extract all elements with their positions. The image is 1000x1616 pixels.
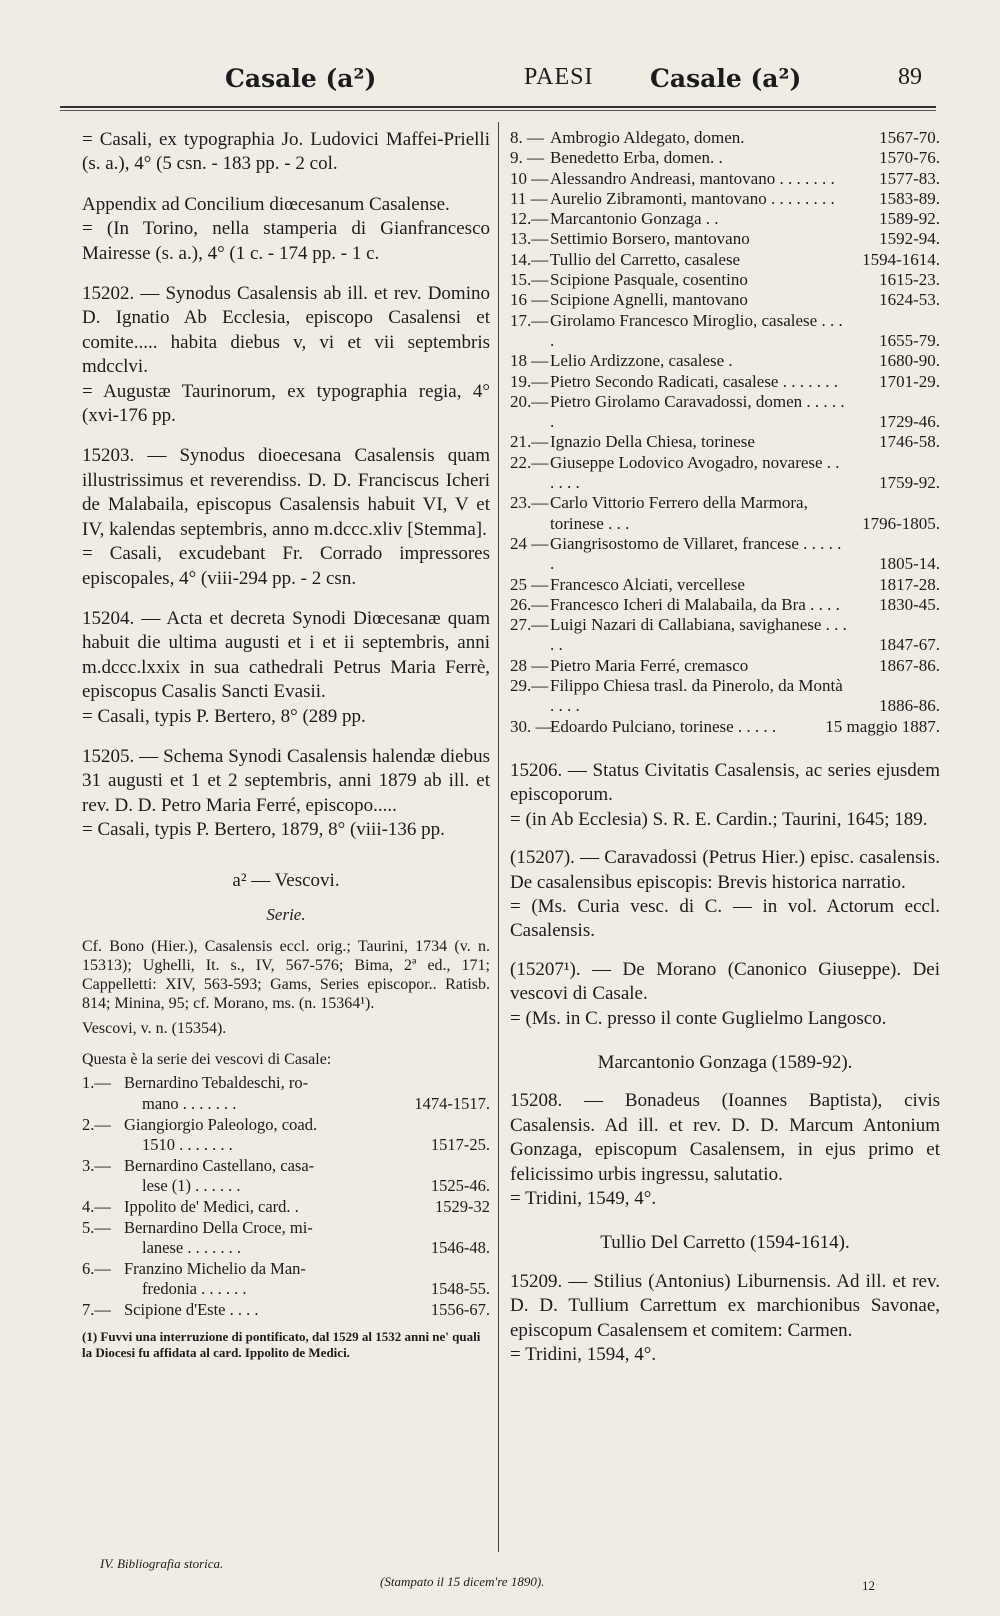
item-dates: 1796-1805. bbox=[862, 513, 940, 533]
item-number: 12.— bbox=[510, 209, 549, 229]
list-item bbox=[510, 270, 940, 290]
bishops-list-left bbox=[82, 1073, 490, 1320]
entry-15209-publication: = Tridini, 1594, 4°. bbox=[510, 1344, 657, 1366]
list-item bbox=[510, 169, 940, 189]
list-item bbox=[510, 128, 940, 148]
item-dates: 1867-86. bbox=[879, 655, 940, 675]
list-item bbox=[510, 290, 940, 310]
item-number: 16 — bbox=[510, 290, 549, 310]
item-dates: 1830-45. bbox=[879, 594, 940, 614]
item-name: Carlo Vittorio Ferrero della Marmora, torinese . . . bbox=[550, 493, 808, 533]
item-name: Giuseppe Lodovico Avogadro, novarese . . . . . . bbox=[550, 452, 840, 493]
entry-15209: 15209. — Stilius (Antonius) Liburnensis. Ad ill. et rev. D. D. Tullium Carrettum ex marchionibus Savonae, episcopum Casalensem et comitem: Carmen. bbox=[510, 1270, 940, 1341]
item-dates: 1847-67. bbox=[879, 635, 940, 655]
entry-15202-publication: = Augustæ Taurinorum, ex typographia regia, 4° (xvi-176 pp. bbox=[82, 380, 490, 427]
item-dates: 1546-48. bbox=[430, 1238, 490, 1258]
item-number: 17.— bbox=[510, 310, 549, 330]
item-name: Bernardino Della Croce, mi- bbox=[124, 1217, 313, 1237]
item-name: Giangrisostomo de Villaret, francese . . . . . . bbox=[550, 533, 842, 574]
list-item bbox=[82, 1259, 490, 1280]
item-number: 13.— bbox=[510, 229, 549, 249]
entry-15204: 15204. — Acta et decreta Synodi Diœcesanæ quam habuit die ultima augusti et i et ii septembris, anni m.dccc.lxxix in sua cathedrali Petrus Maria Ferrè, episcopus Casalis Sancti Evasii. bbox=[82, 607, 490, 703]
item-dates: 1567-70. bbox=[879, 128, 940, 147]
item-name: Girolamo Francesco Miroglio, casalese . . . . bbox=[550, 310, 843, 350]
item-name: Francesco Icheri di Malabaila, da Bra . . . . bbox=[550, 594, 840, 614]
list-item bbox=[82, 1176, 490, 1197]
entry-publication: = Casali, ex typographia Jo. Ludovici Maffei-Prielli (s. a.), 4° (5 csn. - 183 pp. - 2 col. bbox=[82, 129, 490, 175]
bishops-list-right bbox=[510, 128, 940, 737]
section-heading: a² — Vescovi. bbox=[232, 869, 340, 891]
list-item bbox=[82, 1197, 490, 1218]
item-number: 3.— bbox=[82, 1155, 111, 1175]
left-column bbox=[82, 128, 490, 1361]
list-item bbox=[510, 656, 940, 676]
item-dates: 1746-58. bbox=[879, 432, 940, 452]
item-name: Giangiorgio Paleologo, coad. bbox=[124, 1114, 318, 1134]
entry-15207-1: (15207¹). — De Morano (Canonico Giuseppe). Dei vescovi di Casale. bbox=[510, 958, 940, 1005]
list-item bbox=[510, 534, 940, 575]
list-item bbox=[510, 615, 940, 656]
item-dates: 1615-23. bbox=[879, 270, 940, 290]
list-item bbox=[510, 189, 940, 209]
item-number: 10 — bbox=[510, 168, 549, 188]
list-item bbox=[510, 148, 940, 168]
footer-section: IV. Bibliografia storica. bbox=[100, 1556, 224, 1571]
list-item bbox=[510, 453, 940, 494]
item-number: 7.— bbox=[82, 1299, 111, 1319]
list-item bbox=[82, 1115, 490, 1136]
item-dates: 15 maggio 1887. bbox=[825, 716, 940, 736]
cf-references: Cf. Bono (Hier.), Casalensis eccl. orig.; Taurini, 1734 (v. n. 15313); Ughelli, It. s., IV, 567-576; Bima, 2ª ed., 171; Cappelletti: XIV, 563-593; Gams, Series episcopor.. Ratisb. 814; Minina, 95; cf. Morano, ms. (n. 15364¹). bbox=[82, 938, 490, 1013]
item-dates: 1624-53. bbox=[879, 290, 940, 310]
list-item bbox=[510, 676, 940, 717]
heading-gonzaga: Marcantonio Gonzaga (1589-92). bbox=[597, 1051, 853, 1073]
item-name: Ignazio Della Chiesa, torinese bbox=[550, 432, 755, 452]
entry-15203-publication: = Casali, excudebant Fr. Corrado impressores episcopales, 4° (viii-294 pp. - 2 csn. bbox=[82, 543, 490, 589]
entry-appendix: Appendix ad Concilium diœcesanum Casalense. bbox=[82, 193, 450, 215]
item-origin: mano . . . . . . . bbox=[142, 1093, 237, 1113]
item-dates: 1655-79. bbox=[879, 330, 940, 350]
list-item bbox=[82, 1094, 490, 1115]
item-origin: lanese . . . . . . . bbox=[142, 1238, 241, 1258]
item-dates: 1805-14. bbox=[879, 554, 940, 574]
item-number: 28 — bbox=[510, 655, 549, 675]
item-number: 14.— bbox=[510, 249, 549, 269]
entry-15206: 15206. — Status Civitatis Casalensis, ac series ejusdem episcoporum. bbox=[510, 759, 940, 806]
item-name: Filippo Chiesa trasl. da Pinerolo, da Montà . . . . bbox=[550, 676, 843, 716]
header-left-title: Casale (a²) bbox=[225, 64, 377, 93]
item-name: Tullio del Carretto, casalese bbox=[550, 249, 741, 269]
item-dates: 1594-1614. bbox=[862, 249, 940, 269]
item-number: 5.— bbox=[82, 1217, 111, 1237]
item-number: 26.— bbox=[510, 594, 549, 614]
item-number: 20.— bbox=[510, 391, 549, 411]
item-dates: 1729-46. bbox=[879, 412, 940, 432]
list-item bbox=[510, 229, 940, 249]
item-name: Pietro Girolamo Caravadossi, domen . . . . . . bbox=[550, 391, 845, 432]
list-item bbox=[510, 351, 940, 371]
item-dates: 1583-89. bbox=[879, 188, 940, 208]
item-number: 4.— bbox=[82, 1196, 111, 1216]
item-dates: 1886-86. bbox=[879, 696, 940, 716]
item-number: 30. — bbox=[510, 716, 553, 736]
entry-15205: 15205. — Schema Synodi Casalensis halendæ diebus 31 augusti et 1 et 2 septembris, anni 1879 ab ill. et rev. D. D. Petro Maria Ferré, episcopo..... bbox=[82, 745, 490, 816]
header-center-title: PAESI bbox=[524, 64, 594, 90]
item-number: 9. — bbox=[510, 148, 544, 168]
list-item bbox=[510, 575, 940, 595]
item-dates: 1474-1517. bbox=[414, 1093, 490, 1113]
item-name: Franzino Michelio da Man- bbox=[124, 1258, 306, 1278]
list-item bbox=[82, 1135, 490, 1156]
bishops-intro: Questa è la serie dei vescovi di Casale: bbox=[82, 1051, 332, 1069]
item-name: Alessandro Andreasi, mantovano . . . . . . . bbox=[550, 168, 835, 188]
item-dates: 1556-67. bbox=[430, 1299, 490, 1319]
item-name: Bernardino Castellano, casa- bbox=[124, 1155, 315, 1175]
item-name: Marcantonio Gonzaga . . bbox=[550, 209, 719, 229]
item-origin: 1510 . . . . . . . bbox=[142, 1135, 233, 1155]
item-origin: fredonia . . . . . . bbox=[142, 1279, 247, 1299]
entry-15206-publication: = (in Ab Ecclesia) S. R. E. Cardin.; Taurini, 1645; 189. bbox=[510, 808, 928, 830]
entry-15207-publication: = (Ms. Curia vesc. di C. — in vol. Actorum eccl. Casalensis. bbox=[510, 895, 940, 942]
item-dates: 1680-90. bbox=[879, 351, 940, 371]
item-name: Pietro Maria Ferré, cremasco bbox=[550, 655, 749, 675]
item-number: 11 — bbox=[510, 188, 548, 208]
item-number: 23.— bbox=[510, 493, 549, 513]
item-dates: 1570-76. bbox=[879, 148, 940, 168]
right-column bbox=[510, 128, 940, 1367]
item-name: Bernardino Tebaldeschi, ro- bbox=[124, 1073, 309, 1093]
item-dates: 1517-25. bbox=[430, 1135, 490, 1155]
item-number: 8. — bbox=[510, 128, 544, 147]
page-number: 89 bbox=[898, 64, 922, 90]
page-header bbox=[60, 64, 942, 104]
item-name: Aurelio Zibramonti, mantovano . . . . . . . . bbox=[550, 188, 835, 208]
item-name: Lelio Ardizzone, casalese . bbox=[550, 351, 733, 371]
item-number: 21.— bbox=[510, 432, 549, 452]
item-number: 22.— bbox=[510, 452, 549, 472]
item-number: 25 — bbox=[510, 574, 549, 594]
item-number: 6.— bbox=[82, 1258, 111, 1278]
item-number: 24 — bbox=[510, 533, 549, 553]
item-number: 1.— bbox=[82, 1073, 111, 1093]
vescovi-reference: Vescovi, v. n. (15354). bbox=[82, 1020, 227, 1038]
item-dates: 1548-55. bbox=[430, 1279, 490, 1299]
list-item bbox=[82, 1218, 490, 1239]
item-name: Scipione Pasquale, cosentino bbox=[550, 270, 748, 290]
item-name: Settimio Borsero, mantovano bbox=[550, 229, 750, 249]
list-item bbox=[510, 432, 940, 452]
list-item bbox=[82, 1156, 490, 1177]
item-name: Edoardo Pulciano, torinese . . . . . bbox=[550, 716, 777, 736]
list-item bbox=[510, 250, 940, 270]
item-name: Ambrogio Aldegato, domen. bbox=[550, 128, 745, 147]
entry-15207: (15207). — Caravadossi (Petrus Hier.) episc. casalensis. De casalensibus episcopis: Brevis historica narratio. bbox=[510, 847, 940, 893]
item-name: Benedetto Erba, domen. . bbox=[550, 148, 723, 168]
item-number: 15.— bbox=[510, 270, 549, 290]
item-number: 29.— bbox=[510, 676, 549, 696]
column-divider bbox=[498, 122, 499, 1552]
entry-appendix-publication: = (In Torino, nella stamperia di Gianfrancesco Mairesse (s. a.), 4° (1 c. - 174 pp. - 1 c. bbox=[82, 218, 490, 264]
item-dates: 1759-92. bbox=[879, 473, 940, 493]
entry-15208-publication: = Tridini, 1549, 4°. bbox=[510, 1188, 657, 1209]
footer-signature: 12 bbox=[862, 1578, 875, 1593]
list-item bbox=[510, 493, 940, 534]
entry-15208: 15208. — Bonadeus (Ioannes Baptista), civis Casalensis. Ad ill. et rev. D. D. Marcum Antonium Gonzaga, episcopum Casalensem, in ejus primo et felicissimo urbis ingressu, salutatio. bbox=[510, 1090, 940, 1185]
item-number: 27.— bbox=[510, 615, 549, 635]
list-item bbox=[82, 1300, 490, 1321]
serie-label: Serie. bbox=[266, 904, 306, 924]
item-number: 18 — bbox=[510, 351, 549, 371]
item-name: Luigi Nazari di Callabiana, savighanese . . . . . bbox=[550, 615, 847, 655]
heading-del-carretto: Tullio Del Carretto (1594-1614). bbox=[600, 1232, 850, 1254]
header-right-title: Casale (a²) bbox=[650, 64, 802, 93]
list-item bbox=[510, 372, 940, 392]
entry-15205-publication: = Casali, typis P. Bertero, 1879, 8° (viii-136 pp. bbox=[82, 819, 445, 841]
item-number: 19.— bbox=[510, 371, 549, 391]
item-dates: 1577-83. bbox=[879, 168, 940, 188]
item-dates: 1817-28. bbox=[879, 574, 940, 594]
item-dates: 1529-32 bbox=[435, 1196, 490, 1216]
list-item bbox=[82, 1073, 490, 1094]
footer-print-date: (Stampato il 15 dicem're 1890). bbox=[380, 1574, 545, 1589]
entry-15203: 15203. — Synodus dioecesana Casalensis quam illustrissimus et reverendiss. D. D. Franciscus Icheri de Malabaila, episcopus Casalensis habuit VI, V et IV, kalendas septembris, anno m.dccc.xliv [Stemma]. bbox=[82, 445, 490, 540]
item-name: Francesco Alciati, vercellese bbox=[550, 574, 745, 594]
footnote: (1) Fuvvi una interruzione di pontificato, dal 1529 al 1532 anni ne' quali la Diocesi fu affidata al card. Ippolito de Medici. bbox=[82, 1328, 481, 1360]
item-name: Scipione d'Este . . . . bbox=[124, 1299, 259, 1319]
header-rule-thin bbox=[60, 110, 936, 111]
item-origin: lese (1) . . . . . . bbox=[142, 1176, 241, 1196]
list-item bbox=[510, 392, 940, 433]
header-rule bbox=[60, 106, 936, 108]
item-name: Ippolito de' Medici, card. . bbox=[124, 1196, 299, 1216]
list-item bbox=[510, 209, 940, 229]
list-item bbox=[82, 1238, 490, 1259]
list-item bbox=[510, 595, 940, 615]
item-name: Scipione Agnelli, mantovano bbox=[550, 290, 748, 310]
entry-15207-1-publication: = (Ms. in C. presso il conte Guglielmo Langosco. bbox=[510, 1007, 887, 1029]
list-item bbox=[510, 717, 940, 737]
item-dates: 1525-46. bbox=[430, 1176, 490, 1196]
item-dates: 1701-29. bbox=[879, 371, 940, 391]
item-name: Pietro Secondo Radicati, casalese . . . . . . . bbox=[550, 371, 838, 391]
item-number: 2.— bbox=[82, 1114, 111, 1134]
item-dates: 1592-94. bbox=[879, 229, 940, 249]
entry-15202: 15202. — Synodus Casalensis ab ill. et rev. Domino D. Ignatio Ab Ecclesia, episcopo Casalensi et comite..... habita diebus v, vi et vii septembris mdcclvi. bbox=[82, 283, 490, 378]
list-item bbox=[510, 311, 940, 352]
item-dates: 1589-92. bbox=[879, 209, 940, 229]
entry-15204-publication: = Casali, typis P. Bertero, 8° (289 pp. bbox=[82, 705, 366, 727]
list-item bbox=[82, 1279, 490, 1300]
